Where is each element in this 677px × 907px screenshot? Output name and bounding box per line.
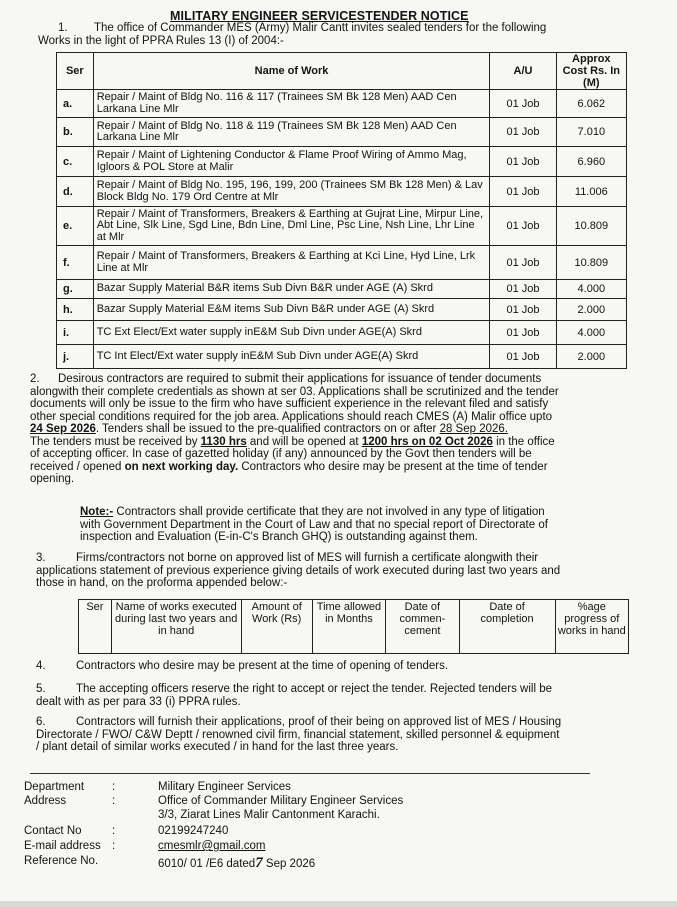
note-line: inspection and Evaluation (E-in-C's Branch GHQ) is outstanding against them. xyxy=(80,531,478,543)
row-au: 01 Job xyxy=(490,118,556,147)
address-row-2 xyxy=(24,809,644,823)
para-6-line: Contractors will furnish their applications, proof of their being on approved list of MES / Housing xyxy=(76,716,562,728)
row-name: Bazar Supply Material B&R items Sub Divn B&R under AGE (A) Skrd xyxy=(93,280,490,299)
row-cost: 4.000 xyxy=(556,321,626,345)
email-label: E-mail address xyxy=(24,840,101,852)
proforma-header xyxy=(79,600,629,654)
row-au: 01 Job xyxy=(490,299,556,321)
table-row xyxy=(57,207,627,246)
email-row xyxy=(24,840,644,854)
row-cost: 6.960 xyxy=(556,147,626,177)
para-3-line: Firms/contractors not borne on approved list of MES will furnish a certificate alongwith their xyxy=(76,552,539,564)
proforma-col-amount: Amount of Work (Rs) xyxy=(241,600,312,654)
para-2-line: of accepting officer. In case of gazetted holiday (if any) announced by the Govt then tenders will be xyxy=(30,448,532,460)
table-row xyxy=(57,321,627,345)
row-name: Repair / Maint of Bldg No. 118 & 119 (Trainees SM Bk 128 Men) AAD Cen Larkana Line Mlr xyxy=(93,118,490,147)
table-row xyxy=(57,90,627,118)
para-6-line: Directorate / FWO/ C&W Deptt / renowned civil firm, financial statement, skilled personnel & equipment xyxy=(36,728,560,741)
table-row xyxy=(57,280,627,299)
notice-title: MILITARY ENGINEER SERVICESTENDER NOTICE xyxy=(170,9,469,23)
proforma-col-ser: Ser xyxy=(79,600,112,654)
para-6-number: 6. xyxy=(36,716,46,728)
divider xyxy=(30,773,590,774)
para-3-line: applications statement of previous experience giving details of work executed during last two years and xyxy=(36,564,561,577)
works-table-header xyxy=(57,53,627,90)
row-ser: c. xyxy=(57,147,94,177)
para-5-line: dealt with as per para 33 (i) PPRA rules. xyxy=(36,695,241,708)
row-name: Repair / Maint of Transformers, Breakers & Earthing at Gujrat Line, Mirpur Line, Abt Line, Slk Line, Sgd Line, Bdn Line, Dml Line, Psc Line, Nsh Line, Lhr Line at Mlr xyxy=(93,207,490,246)
table-row xyxy=(57,118,627,147)
row-au: 01 Job xyxy=(490,345,556,369)
email-link[interactable]: cmesmlr@gmail.com xyxy=(158,840,266,852)
receipt-time: 1130 hrs xyxy=(200,435,247,448)
para-2-line: The tenders must be received by xyxy=(30,435,201,448)
para-2-line: opening. xyxy=(30,473,75,485)
row-ser: d. xyxy=(57,177,94,207)
para-5-number: 5. xyxy=(36,683,46,695)
row-cost: 11.006 xyxy=(556,177,626,207)
row-name: Bazar Supply Material E&M items Sub Divn B&R under AGE (A) Skrd xyxy=(93,299,490,321)
works-table xyxy=(56,52,627,369)
row-ser: a. xyxy=(57,90,94,118)
next-working-day: on next working day. xyxy=(124,460,239,473)
reference-number: 6010/ 01 /E6 dated xyxy=(158,858,256,870)
colon: : xyxy=(112,781,116,793)
row-name: Repair / Maint of Lightening Conductor & Flame Proof Wiring of Ammo Mag, Igloors & POL Store at Malir xyxy=(93,147,490,177)
proforma-col-name: Name of works executed during last two years and in hand xyxy=(111,600,241,654)
para-2-line: . Tenders shall be issued to the pre-qualified contractors on or after xyxy=(95,423,440,435)
row-cost: 4.000 xyxy=(556,280,626,299)
page-edge xyxy=(0,901,677,907)
row-au: 01 Job xyxy=(490,177,556,207)
para-3 xyxy=(36,552,646,590)
address-line1: Office of Commander Military Engineer Services xyxy=(158,795,404,807)
reference-month-year: Sep 2026 xyxy=(262,858,316,870)
contact-label: Contact No xyxy=(24,825,82,837)
address-row xyxy=(24,795,644,809)
issue-date: 28 Sep 2026. xyxy=(439,423,508,435)
row-name: TC Int Elect/Ext water supply inE&M Sub Divn under AGE(A) Skrd xyxy=(93,345,490,369)
row-au: 01 Job xyxy=(490,147,556,177)
colon: : xyxy=(112,840,116,852)
reference-value xyxy=(158,855,315,872)
para-1-line2: Works in the light of PPRA Rules 13 (I) of 2004:- xyxy=(38,35,284,47)
row-ser: b. xyxy=(57,118,94,147)
colon: : xyxy=(112,825,116,837)
para-4 xyxy=(36,660,636,673)
para-5 xyxy=(36,683,646,708)
opening-time: 1200 hrs on 02 Oct 2026 xyxy=(361,435,493,448)
table-row xyxy=(57,345,627,369)
row-au: 01 Job xyxy=(490,90,556,118)
row-cost: 6.062 xyxy=(556,90,626,118)
row-ser: j. xyxy=(57,345,94,369)
contact-row xyxy=(24,825,644,839)
para-2-line: received / opened xyxy=(30,460,125,473)
reference-row xyxy=(24,855,644,869)
row-name: Repair / Maint of Bldg No. 116 & 117 (Trainees SM Bk 128 Men) AAD Cen Larkana Line Mlr xyxy=(93,90,490,118)
row-cost: 2.000 xyxy=(556,345,626,369)
para-2 xyxy=(30,373,640,486)
row-ser: g. xyxy=(57,280,94,299)
address-line2: 3/3, Ziarat Lines Malir Cantonment Karachi. xyxy=(158,809,380,821)
row-au: 01 Job xyxy=(490,246,556,280)
para-1-line1: The office of Commander MES (Army) Malir Cantt invites sealed tenders for the following xyxy=(94,22,547,34)
row-name: TC Ext Elect/Ext water supply inE&M Sub Divn under AGE(A) Skrd xyxy=(93,321,490,345)
table-row xyxy=(57,177,627,207)
para-2-line: alongwith their complete credentials as shown at ser 03. Applications shall be scrutinized and the tender xyxy=(30,385,559,398)
reference-day: 7 xyxy=(255,855,263,871)
colon: : xyxy=(112,795,116,807)
table-row xyxy=(57,299,627,321)
row-au: 01 Job xyxy=(490,280,556,299)
header-name-of-work: Name of Work xyxy=(93,53,490,90)
row-cost: 2.000 xyxy=(556,299,626,321)
para-6 xyxy=(36,716,646,754)
proforma-col-time: Time allowed in Months xyxy=(312,600,385,654)
header-ser: Ser xyxy=(57,53,94,90)
para-2-line: and will be opened at xyxy=(246,435,362,448)
row-name: Repair / Maint of Transformers, Breakers & Earthing at Kci Line, Hyd Line, Lrk Line at Mlr xyxy=(93,246,490,280)
row-cost: 10.809 xyxy=(556,246,626,280)
note-line: Contractors shall provide certificate that they are not involved in any type of litigation xyxy=(113,506,545,518)
address-label: Address xyxy=(24,795,67,807)
para-2-line: in the office xyxy=(492,435,555,448)
proforma-table xyxy=(78,599,629,654)
para-4-text: Contractors who desire may be present at the time of opening of tenders. xyxy=(76,660,449,672)
row-ser: i. xyxy=(57,321,94,345)
para-3-number: 3. xyxy=(36,552,46,564)
note-label: Note:- xyxy=(80,506,114,518)
department-label: Department xyxy=(24,781,85,793)
row-cost: 10.809 xyxy=(556,207,626,246)
department-row xyxy=(24,781,644,795)
note xyxy=(80,506,640,544)
para-1-number: 1. xyxy=(58,22,68,34)
para-2-line: Desirous contractors are required to submit their applications for issuance of tender documents xyxy=(58,373,542,385)
contact-number: 02199247240 xyxy=(158,825,229,837)
row-ser: f. xyxy=(57,246,94,280)
department-value: Military Engineer Services xyxy=(158,781,291,793)
para-6-line: / plant detail of similar works executed / in hand for the last three years. xyxy=(36,741,399,753)
header-approx-cost: Approx Cost Rs. In (M) xyxy=(556,53,626,90)
para-2-number: 2. xyxy=(30,373,40,385)
para-3-line: those in hand, on the proforma appended below:- xyxy=(36,577,288,589)
para-4-number: 4. xyxy=(36,660,46,672)
row-name: Repair / Maint of Bldg No. 195, 196, 199, 200 (Trainees SM Bk 128 Men) & Lav Block Bldg No. 179 Ord Centre at Mlr xyxy=(93,177,490,207)
row-ser: h. xyxy=(57,299,94,321)
row-au: 01 Job xyxy=(490,321,556,345)
proforma-col-commencement: Date of commen-cement xyxy=(386,600,459,654)
note-line: with Government Department in the Court of Law and that no special report of Directorate of xyxy=(80,518,548,531)
reference-label: Reference No. xyxy=(24,855,99,867)
para-1 xyxy=(38,22,618,48)
table-row xyxy=(57,246,627,280)
row-au: 01 Job xyxy=(490,207,556,246)
proforma-col-completion: Date of completion xyxy=(459,600,555,654)
para-5-line: The accepting officers reserve the right to accept or reject the tender. Rejected tenders will be xyxy=(76,683,553,695)
header-au: A/U xyxy=(490,53,556,90)
para-2-line: Contractors who desire may be present at the time of tender xyxy=(238,460,548,473)
submission-deadline: 24 Sep 2026 xyxy=(30,423,96,435)
para-2-line: other special conditions required for the job area. Applications should reach CMES (A) Malir office upto xyxy=(30,410,553,423)
para-2-line: documents will only be issue to the firm who have sufficient experience in the relevant filed and satisfy xyxy=(30,398,549,410)
row-ser: e. xyxy=(57,207,94,246)
row-cost: 7.010 xyxy=(556,118,626,147)
proforma-col-progress: %age progress of works in hand xyxy=(555,600,628,654)
table-row xyxy=(57,147,627,177)
